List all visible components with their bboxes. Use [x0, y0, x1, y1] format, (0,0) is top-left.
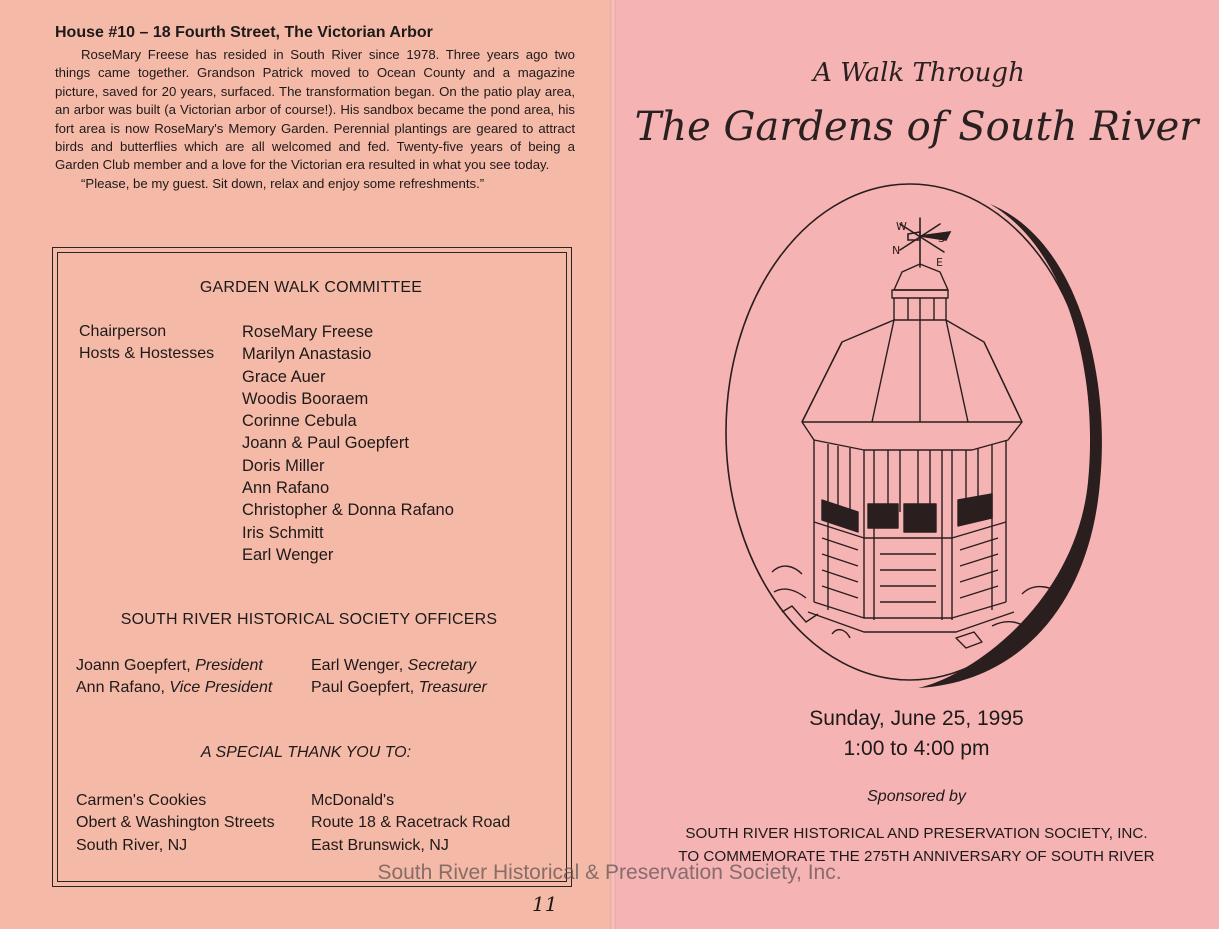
hosts-label: Hosts & Hostesses: [79, 345, 215, 362]
thanks-line: East Brunswick, NJ: [311, 836, 449, 854]
committee-names: [242, 321, 454, 566]
thanks-title: A SPECIAL THANK YOU TO:: [200, 744, 412, 761]
officer-entry: [311, 655, 476, 677]
officer-name: Ann Rafano,: [76, 679, 165, 696]
house-paragraph: RoseMary Freese has resided in South River since 1978. Three years ago two things came together. Grandson Patrick moved to Ocean County and a magazine picture, saved for 20 years, surfaced. The transformation began. On the patio play area, an arbor was built (a Victorian arbor of course!). His sandbox became the pond area, his fort area is now RoseMary's Memory Garden. Perennial plantings are geared to attract birds and butterflies which are all welcomed and fed. Twenty-five years of being a Garden Club member and a love for the Victorian era resulted in what you see today.: [55, 47, 575, 173]
committee-title: GARDEN WALK COMMITTEE: [199, 279, 423, 296]
thanks-line: McDonald's: [311, 792, 395, 809]
gazebo-illustration: [722, 182, 1112, 694]
watermark: South River Historical & Preservation Society, Inc.: [377, 861, 842, 884]
thanks-line: Route 18 & Racetrack Road: [311, 814, 511, 832]
committee-name: Joann & Paul Goepfert: [242, 434, 409, 453]
thanks-column-1: [76, 790, 275, 857]
officer-role: President: [195, 657, 263, 674]
thanks-line: South River, NJ: [76, 836, 188, 854]
committee-name: Marilyn Anastasio: [242, 345, 372, 364]
weathervane-e: E: [936, 256, 943, 269]
committee-name: Corinne Cebula: [242, 412, 357, 431]
committee-name: Woodis Booraem: [242, 389, 369, 408]
thanks-line: Obert & Washington Streets: [76, 814, 275, 832]
officers-title: SOUTH RIVER HISTORICAL SOCIETY OFFICERS: [120, 611, 498, 628]
committee-name: Iris Schmitt: [242, 523, 324, 542]
weathervane-s: S: [938, 232, 945, 245]
officer-entry: [76, 677, 272, 699]
walk-title: A Walk Through: [813, 58, 1025, 88]
officer-name: Earl Wenger,: [311, 657, 404, 674]
thanks-column-2: [311, 790, 510, 857]
officer-name: Paul Goepfert,: [311, 679, 415, 696]
officer-role: Vice President: [169, 679, 273, 696]
house-quote: “Please, be my guest. Sit down, relax and enjoy some refreshments.”: [81, 175, 485, 191]
committee-name: Ann Rafano: [242, 479, 330, 498]
chairperson-label: Chairperson: [79, 323, 167, 340]
gardens-title: The Gardens of South River: [634, 104, 1199, 150]
thanks-line: Carmen's Cookies: [76, 792, 207, 809]
committee-name: Grace Auer: [242, 367, 326, 386]
house-description: [55, 46, 575, 193]
oval-shadow: [918, 204, 1102, 688]
society-line: SOUTH RIVER HISTORICAL AND PRESERVATION SOCIETY, INC.: [685, 825, 1148, 842]
event-time: 1:00 to 4:00 pm: [843, 737, 990, 760]
officer-entry: [311, 677, 487, 699]
society-line: TO COMMEMORATE THE 275TH ANNIVERSARY OF SOUTH RIVER: [678, 848, 1155, 865]
event-date: Sunday, June 25, 1995: [809, 707, 1024, 730]
committee-name: Christopher & Donna Rafano: [242, 501, 454, 520]
committee-name: Doris Miller: [242, 456, 325, 475]
gazebo-drawing: [772, 264, 1062, 648]
officer-role: Treasurer: [418, 679, 487, 696]
committee-name: RoseMary Freese: [242, 323, 374, 341]
house-title: House #10 – 18 Fourth Street, The Victorian Arbor: [55, 24, 433, 41]
page-number: 11: [532, 892, 558, 916]
committee-name: Earl Wenger: [242, 545, 334, 564]
event-datetime: [614, 704, 1219, 764]
sponsored-by: Sponsored by: [867, 788, 966, 805]
officer-role: Secretary: [407, 657, 477, 674]
weathervane-w: W: [896, 220, 907, 233]
weathervane-n: N: [892, 244, 901, 257]
officer-name: Joann Goepfert,: [76, 657, 191, 674]
officer-entry: [76, 655, 263, 677]
